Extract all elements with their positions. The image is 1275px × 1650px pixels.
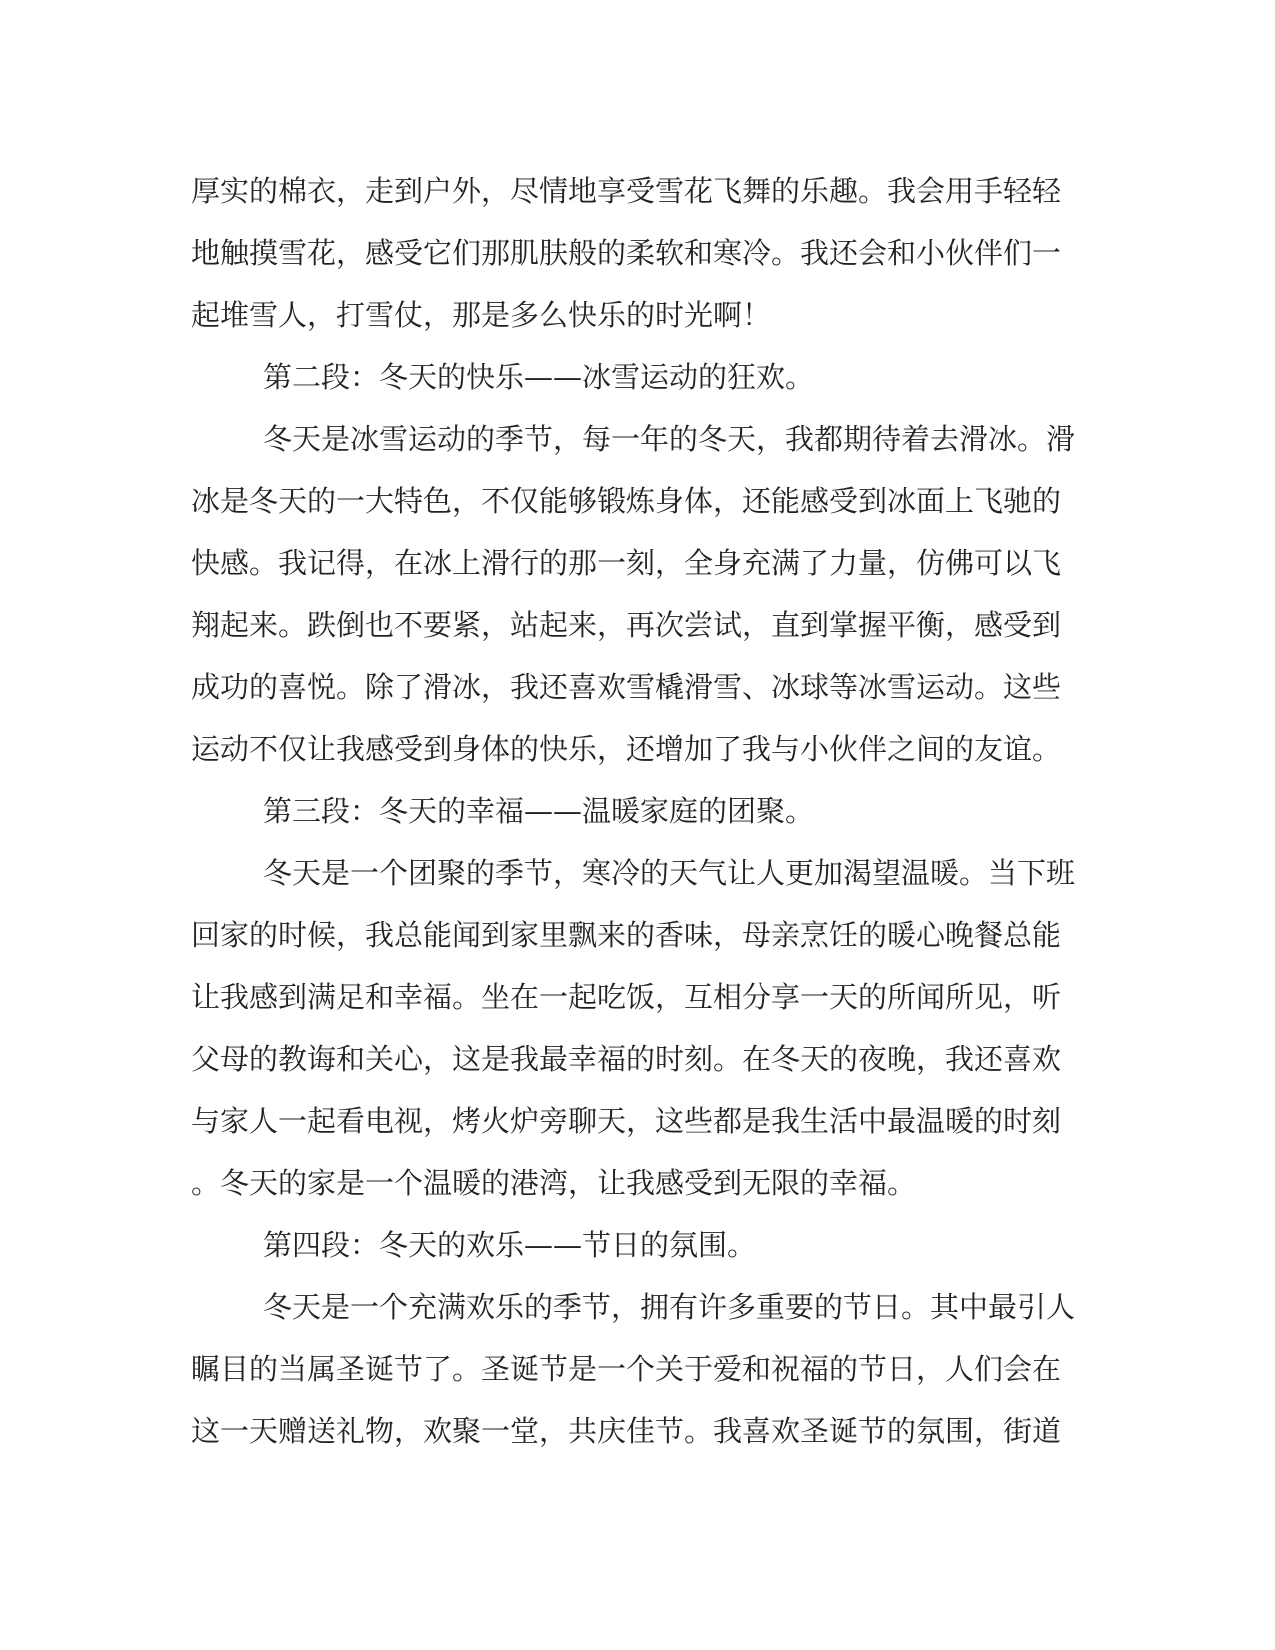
text-line: 冬天是一个充满欢乐的季节，拥有许多重要的节日。其中最引人 (263, 1290, 1076, 1324)
section-heading: 第二段：冬天的快乐——冰雪运动的狂欢。 (263, 360, 815, 394)
text-line: 厚实的棉衣，走到户外，尽情地享受雪花飞舞的乐趣。我会用手轻轻 (191, 174, 1062, 208)
text-line: 父母的教诲和关心，这是我最幸福的时刻。在冬天的夜晚，我还喜欢 (191, 1042, 1062, 1076)
section-heading: 第四段：冬天的欢乐——节日的氛围。 (263, 1228, 757, 1262)
text-line: 快感。我记得，在冰上滑行的那一刻，全身充满了力量，仿佛可以飞 (191, 546, 1062, 580)
text-line: 与家人一起看电视，烤火炉旁聊天，这些都是我生活中最温暖的时刻 (191, 1104, 1062, 1138)
text-line: 瞩目的当属圣诞节了。圣诞节是一个关于爱和祝福的节日，人们会在 (191, 1352, 1062, 1386)
section-heading: 第三段：冬天的幸福——温暖家庭的团聚。 (263, 794, 815, 828)
text-line: 冬天是冰雪运动的季节，每一年的冬天，我都期待着去滑冰。滑 (263, 422, 1076, 456)
document-body (191, 160, 1091, 1462)
text-line: 运动不仅让我感受到身体的快乐，还增加了我与小伙伴之间的友谊。 (191, 732, 1062, 766)
text-line: 让我感到满足和幸福。坐在一起吃饭，互相分享一天的所闻所见，听 (191, 980, 1062, 1014)
text-line: 成功的喜悦。除了滑冰，我还喜欢雪橇滑雪、冰球等冰雪运动。这些 (191, 670, 1062, 704)
text-line: 回家的时候，我总能闻到家里飘来的香味，母亲烹饪的暖心晚餐总能 (191, 918, 1062, 952)
text-line: 地触摸雪花，感受它们那肌肤般的柔软和寒冷。我还会和小伙伴们一 (191, 236, 1062, 270)
text-line: 这一天赠送礼物，欢聚一堂，共庆佳节。我喜欢圣诞节的氛围，街道 (191, 1414, 1062, 1448)
text-line: 冰是冬天的一大特色，不仅能够锻炼身体，还能感受到冰面上飞驰的 (191, 484, 1062, 518)
text-line: 起堆雪人，打雪仗，那是多么快乐的时光啊！ (191, 298, 772, 332)
text-line: 。冬天的家是一个温暖的港湾，让我感受到无限的幸福。 (191, 1166, 917, 1200)
text-line: 翔起来。跌倒也不要紧，站起来，再次尝试，直到掌握平衡，感受到 (191, 608, 1062, 642)
text-line: 冬天是一个团聚的季节，寒冷的天气让人更加渴望温暖。当下班 (263, 856, 1076, 890)
